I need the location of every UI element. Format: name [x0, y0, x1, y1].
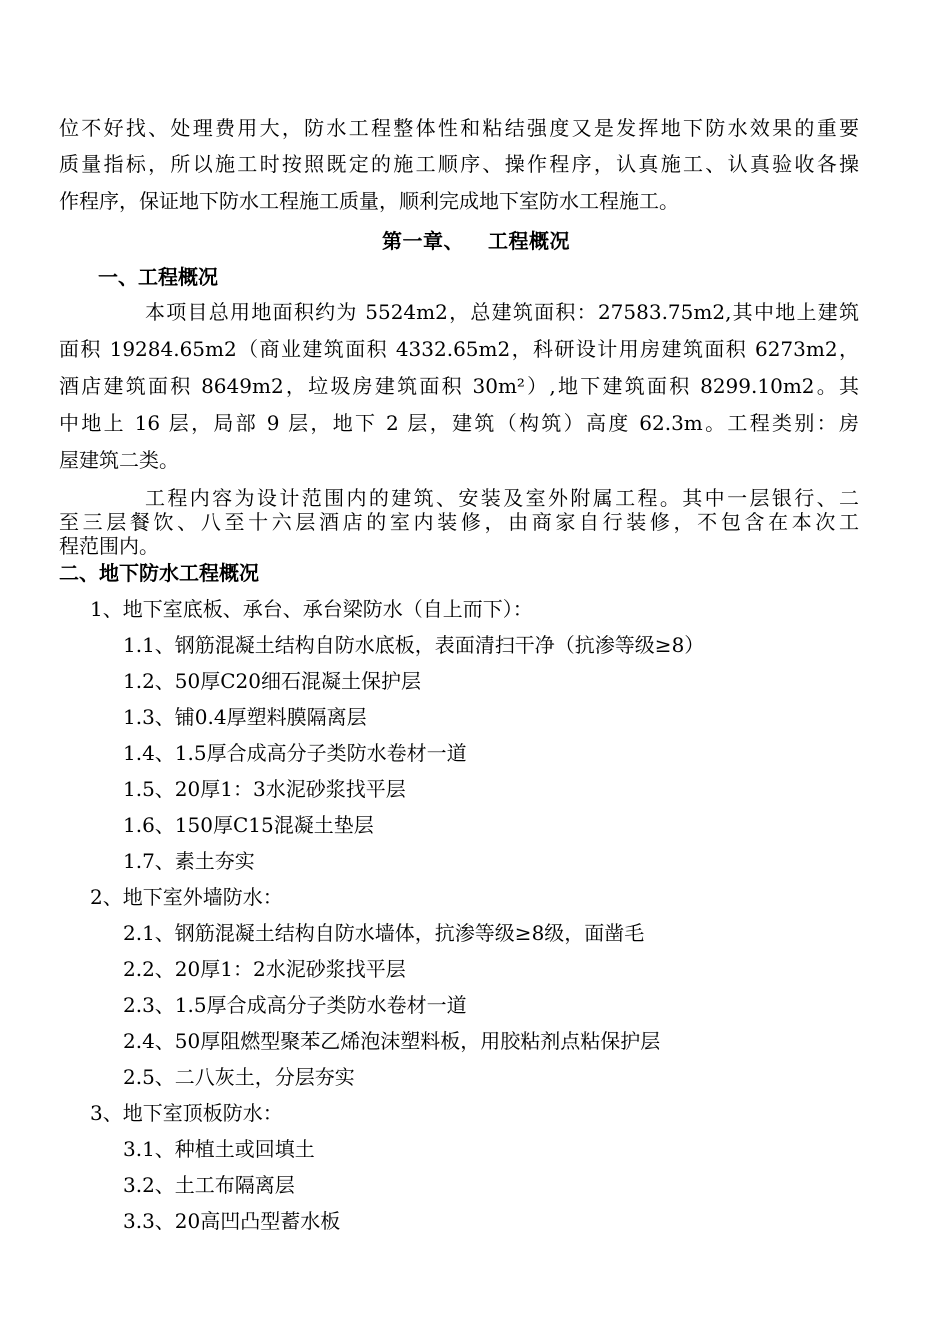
paragraph-line: 酒店建筑面积 8649m2，垃圾房建筑面积 30m²）,地下建筑面积 8299.10m2。其: [59, 374, 859, 398]
list-item: 2.5、二八灰土，分层夯实: [123, 1065, 355, 1089]
list-item: 1.1、钢筋混凝土结构自防水底板，表面清扫干净（抗渗等级≥8）: [123, 633, 705, 657]
paragraph-line: 面积 19284.65m2（商业建筑面积 4332.65m2，科研设计用房建筑面积 6273m2，: [59, 337, 859, 361]
list-item: 1.5、20厚1：3水泥砂浆找平层: [123, 777, 406, 801]
list-item: 2.2、20厚1：2水泥砂浆找平层: [123, 957, 406, 981]
paragraph-line: 工程内容为设计范围内的建筑、安装及室外附属工程。其中一层银行、二: [145, 486, 859, 510]
list-item: 1.3、铺0.4厚塑料膜隔离层: [123, 705, 367, 729]
list-group-title: 1、地下室底板、承台、承台梁防水（自上而下）：: [90, 597, 533, 621]
list-item: 2.3、1.5厚合成高分子类防水卷材一道: [123, 993, 467, 1017]
list-item: 2.4、50厚阻燃型聚苯乙烯泡沫塑料板，用胶粘剂点粘保护层: [123, 1029, 661, 1053]
paragraph-line: 程范围内。: [59, 534, 159, 558]
section-heading: 一、工程概况: [98, 265, 218, 289]
paragraph-line: 至三层餐饮、八至十六层酒店的室内装修，由商家自行装修，不包含在本次工: [59, 510, 859, 534]
paragraph-line: 屋建筑二类。: [59, 448, 179, 472]
list-item: 1.6、150厚C15混凝土垫层: [123, 813, 374, 837]
section-heading: 二、地下防水工程概况: [59, 561, 259, 585]
list-item: 3.1、种植土或回填土: [123, 1137, 315, 1161]
list-item: 1.7、素土夯实: [123, 849, 255, 873]
paragraph-line: 本项目总用地面积约为 5524m2，总建筑面积：27583.75m2,其中地上建筑: [145, 300, 859, 324]
list-item: 3.3、20高凹凸型蓄水板: [123, 1209, 341, 1233]
intro-line: 位不好找、处理费用大，防水工程整体性和粘结强度又是发挥地下防水效果的重要: [59, 116, 859, 140]
list-group-title: 3、地下室顶板防水：: [90, 1101, 283, 1125]
paragraph-line: 中地上 16 层，局部 9 层，地下 2 层，建筑（构筑）高度 62.3m。工程类别：房: [59, 411, 859, 435]
intro-line: 作程序，保证地下防水工程施工质量，顺利完成地下室防水工程施工。: [59, 189, 679, 213]
chapter-title: 工程概况: [488, 229, 570, 253]
list-item: 3.2、土工布隔离层: [123, 1173, 295, 1197]
list-item: 1.4、1.5厚合成高分子类防水卷材一道: [123, 741, 467, 765]
intro-line: 质量指标，所以施工时按照既定的施工顺序、操作程序，认真施工、认真验收各操: [59, 152, 859, 176]
list-group-title: 2、地下室外墙防水：: [90, 885, 283, 909]
list-item: 2.1、钢筋混凝土结构自防水墙体，抗渗等级≥8级，面凿毛: [123, 921, 645, 945]
chapter-number: 第一章、: [382, 229, 464, 253]
list-item: 1.2、50厚C20细石混凝土保护层: [123, 669, 422, 693]
